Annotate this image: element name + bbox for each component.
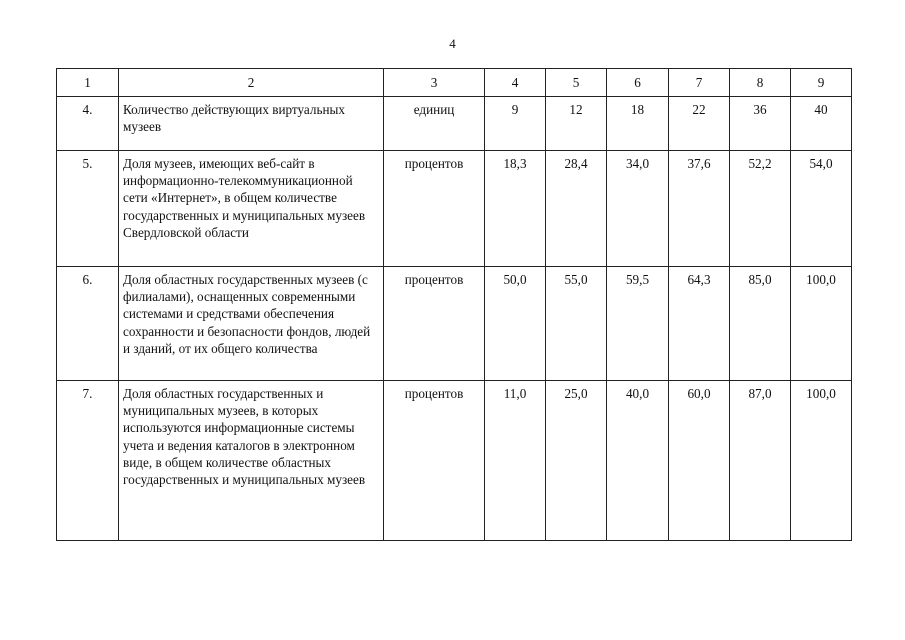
column-number: 5 [546,69,607,97]
table-row [57,267,852,381]
indicator-value: 100,0 [791,381,852,541]
table-row [57,381,852,541]
indicator-value: 34,0 [607,151,669,267]
indicator-value: 18 [607,97,669,151]
indicator-value: 12 [546,97,607,151]
indicator-value: 18,3 [485,151,546,267]
row-number: 7. [57,381,119,541]
indicator-value: 59,5 [607,267,669,381]
indicator-value: 9 [485,97,546,151]
indicator-name: Доля музеев, имеющих веб-сайт в информационно-телекоммуникационной сети «Интернет», в общем количестве государственных и муниципальных музеев Свердловской области [119,151,384,267]
indicator-value: 85,0 [730,267,791,381]
indicator-value: 54,0 [791,151,852,267]
unit-of-measure: процентов [384,381,485,541]
indicator-value: 40 [791,97,852,151]
indicator-value: 60,0 [669,381,730,541]
indicator-value: 40,0 [607,381,669,541]
unit-of-measure: процентов [384,267,485,381]
table-row [57,151,852,267]
indicator-value: 52,2 [730,151,791,267]
column-number: 1 [57,69,119,97]
indicator-value: 25,0 [546,381,607,541]
row-number: 5. [57,151,119,267]
indicator-name: Доля областных государственных и муниципальных музеев, в которых используются информационные системы учета и ведения каталогов в электронном виде, в общем количестве областных государственных и муниципальных музеев [119,381,384,541]
column-number: 9 [791,69,852,97]
indicator-name: Доля областных государственных музеев (с филиалами), оснащенных современными системами и средствами обеспечения сохранности и безопасности фондов, людей и зданий, от их общего количества [119,267,384,381]
column-number: 7 [669,69,730,97]
indicator-value: 36 [730,97,791,151]
indicator-value: 28,4 [546,151,607,267]
indicator-value: 11,0 [485,381,546,541]
column-number: 2 [119,69,384,97]
column-number: 3 [384,69,485,97]
column-number: 4 [485,69,546,97]
column-number: 8 [730,69,791,97]
indicator-value: 64,3 [669,267,730,381]
column-number-row [57,69,852,97]
row-number: 6. [57,267,119,381]
indicator-value: 37,6 [669,151,730,267]
indicator-value: 87,0 [730,381,791,541]
row-number: 4. [57,97,119,151]
column-number: 6 [607,69,669,97]
indicator-value: 50,0 [485,267,546,381]
table-row [57,97,852,151]
indicators-table [56,68,852,541]
indicator-value: 55,0 [546,267,607,381]
page-number: 4 [449,36,456,51]
indicator-value: 100,0 [791,267,852,381]
unit-of-measure: единиц [384,97,485,151]
indicator-value: 22 [669,97,730,151]
indicator-name: Количество действующих виртуальных музеев [119,97,384,151]
unit-of-measure: процентов [384,151,485,267]
